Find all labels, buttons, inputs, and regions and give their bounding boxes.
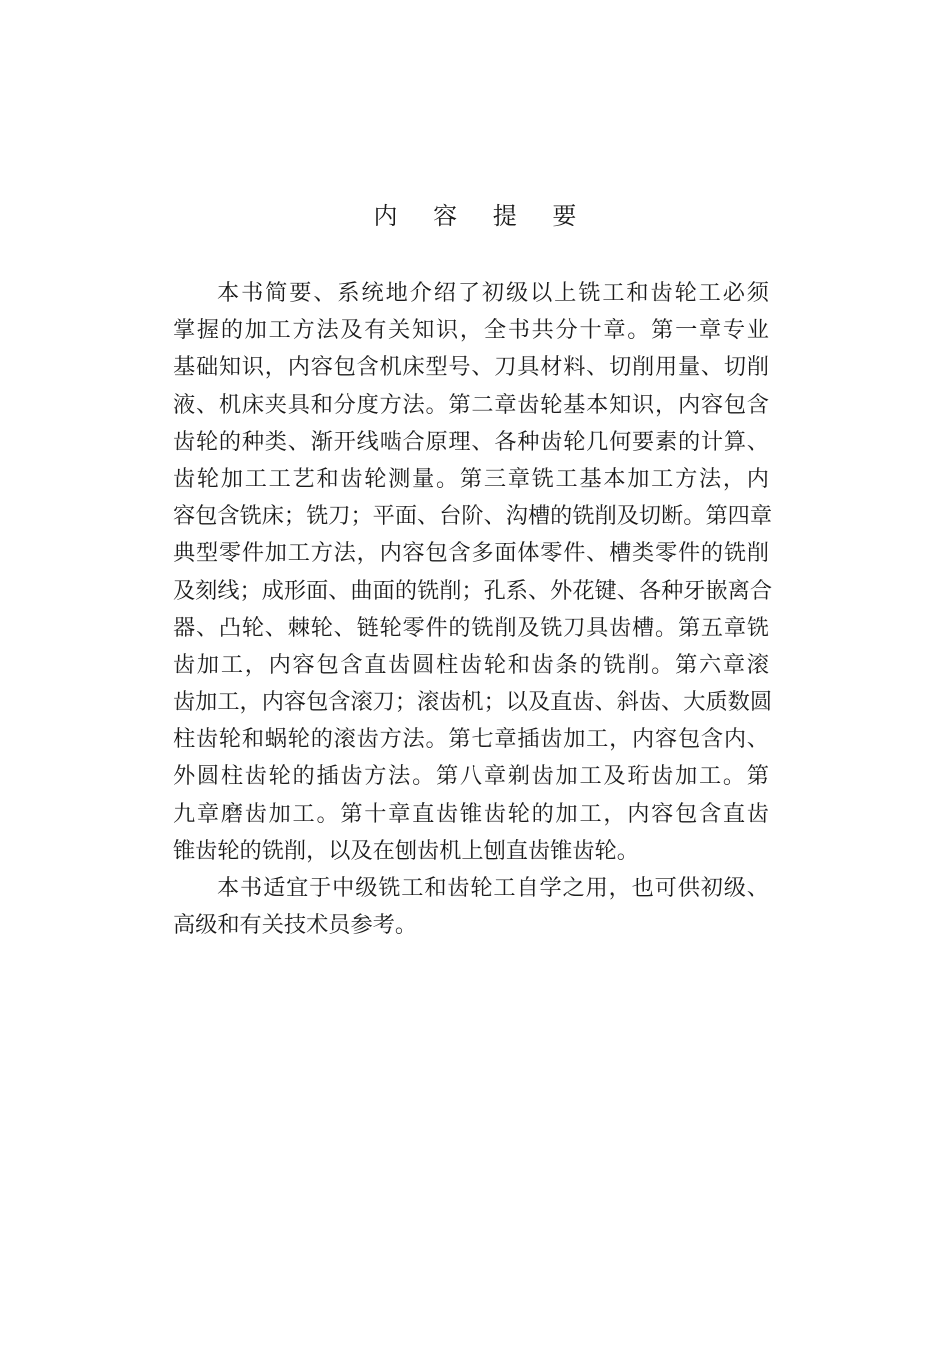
page-title: 内 容 提 要 <box>373 202 591 230</box>
text-line: 基础知识，内容包含机床型号、刀具材料、切削用量、切削 <box>173 354 769 381</box>
text-line: 器、凸轮、棘轮、链轮零件的铣削及铣刀具齿槽。第五章铣 <box>173 614 769 641</box>
text-line: 九章磨齿加工。第十章直齿锥齿轮的加工，内容包含直齿 <box>173 800 769 827</box>
text-line: 齿加工，内容包含直齿圆柱齿轮和齿条的铣削。第六章滚 <box>173 651 769 678</box>
text-line: 锥齿轮的铣削，以及在刨齿机上刨直齿锥齿轮。 <box>173 837 639 864</box>
paragraph-1 <box>173 275 773 870</box>
text-line: 本书简要、系统地介绍了初级以上铣工和齿轮工必须 <box>217 280 769 306</box>
text-line: 容包含铣床；铣刀；平面、台阶、沟槽的铣削及切断。第四章 <box>173 503 773 530</box>
text-line: 本书适宜于中级铣工和齿轮工自学之用，也可供初级、 <box>217 875 769 901</box>
text-line: 液、机床夹具和分度方法。第二章齿轮基本知识，内容包含 <box>173 391 769 418</box>
text-line: 典型零件加工方法，内容包含多面体零件、槽类零件的铣削 <box>173 540 769 567</box>
paragraph-2 <box>173 870 769 944</box>
text-line: 柱齿轮和蜗轮的滚齿方法。第七章插齿加工，内容包含内、 <box>173 726 769 753</box>
text-line: 齿加工，内容包含滚刀；滚齿机；以及直齿、斜齿、大质数圆 <box>173 689 773 716</box>
text-line: 掌握的加工方法及有关知识，全书共分十章。第一章专业 <box>173 317 769 344</box>
body-text <box>173 275 773 944</box>
text-line: 外圆柱齿轮的插齿方法。第八章剃齿加工及珩齿加工。第 <box>173 763 769 790</box>
text-line: 及刻线；成形面、曲面的铣削；孔系、外花键、各种牙嵌离合 <box>173 577 773 604</box>
text-line: 齿轮加工工艺和齿轮测量。第三章铣工基本加工方法，内 <box>173 465 769 492</box>
text-line: 高级和有关技术员参考。 <box>173 912 418 939</box>
text-line: 齿轮的种类、渐开线啮合原理、各种齿轮几何要素的计算、 <box>173 428 769 455</box>
